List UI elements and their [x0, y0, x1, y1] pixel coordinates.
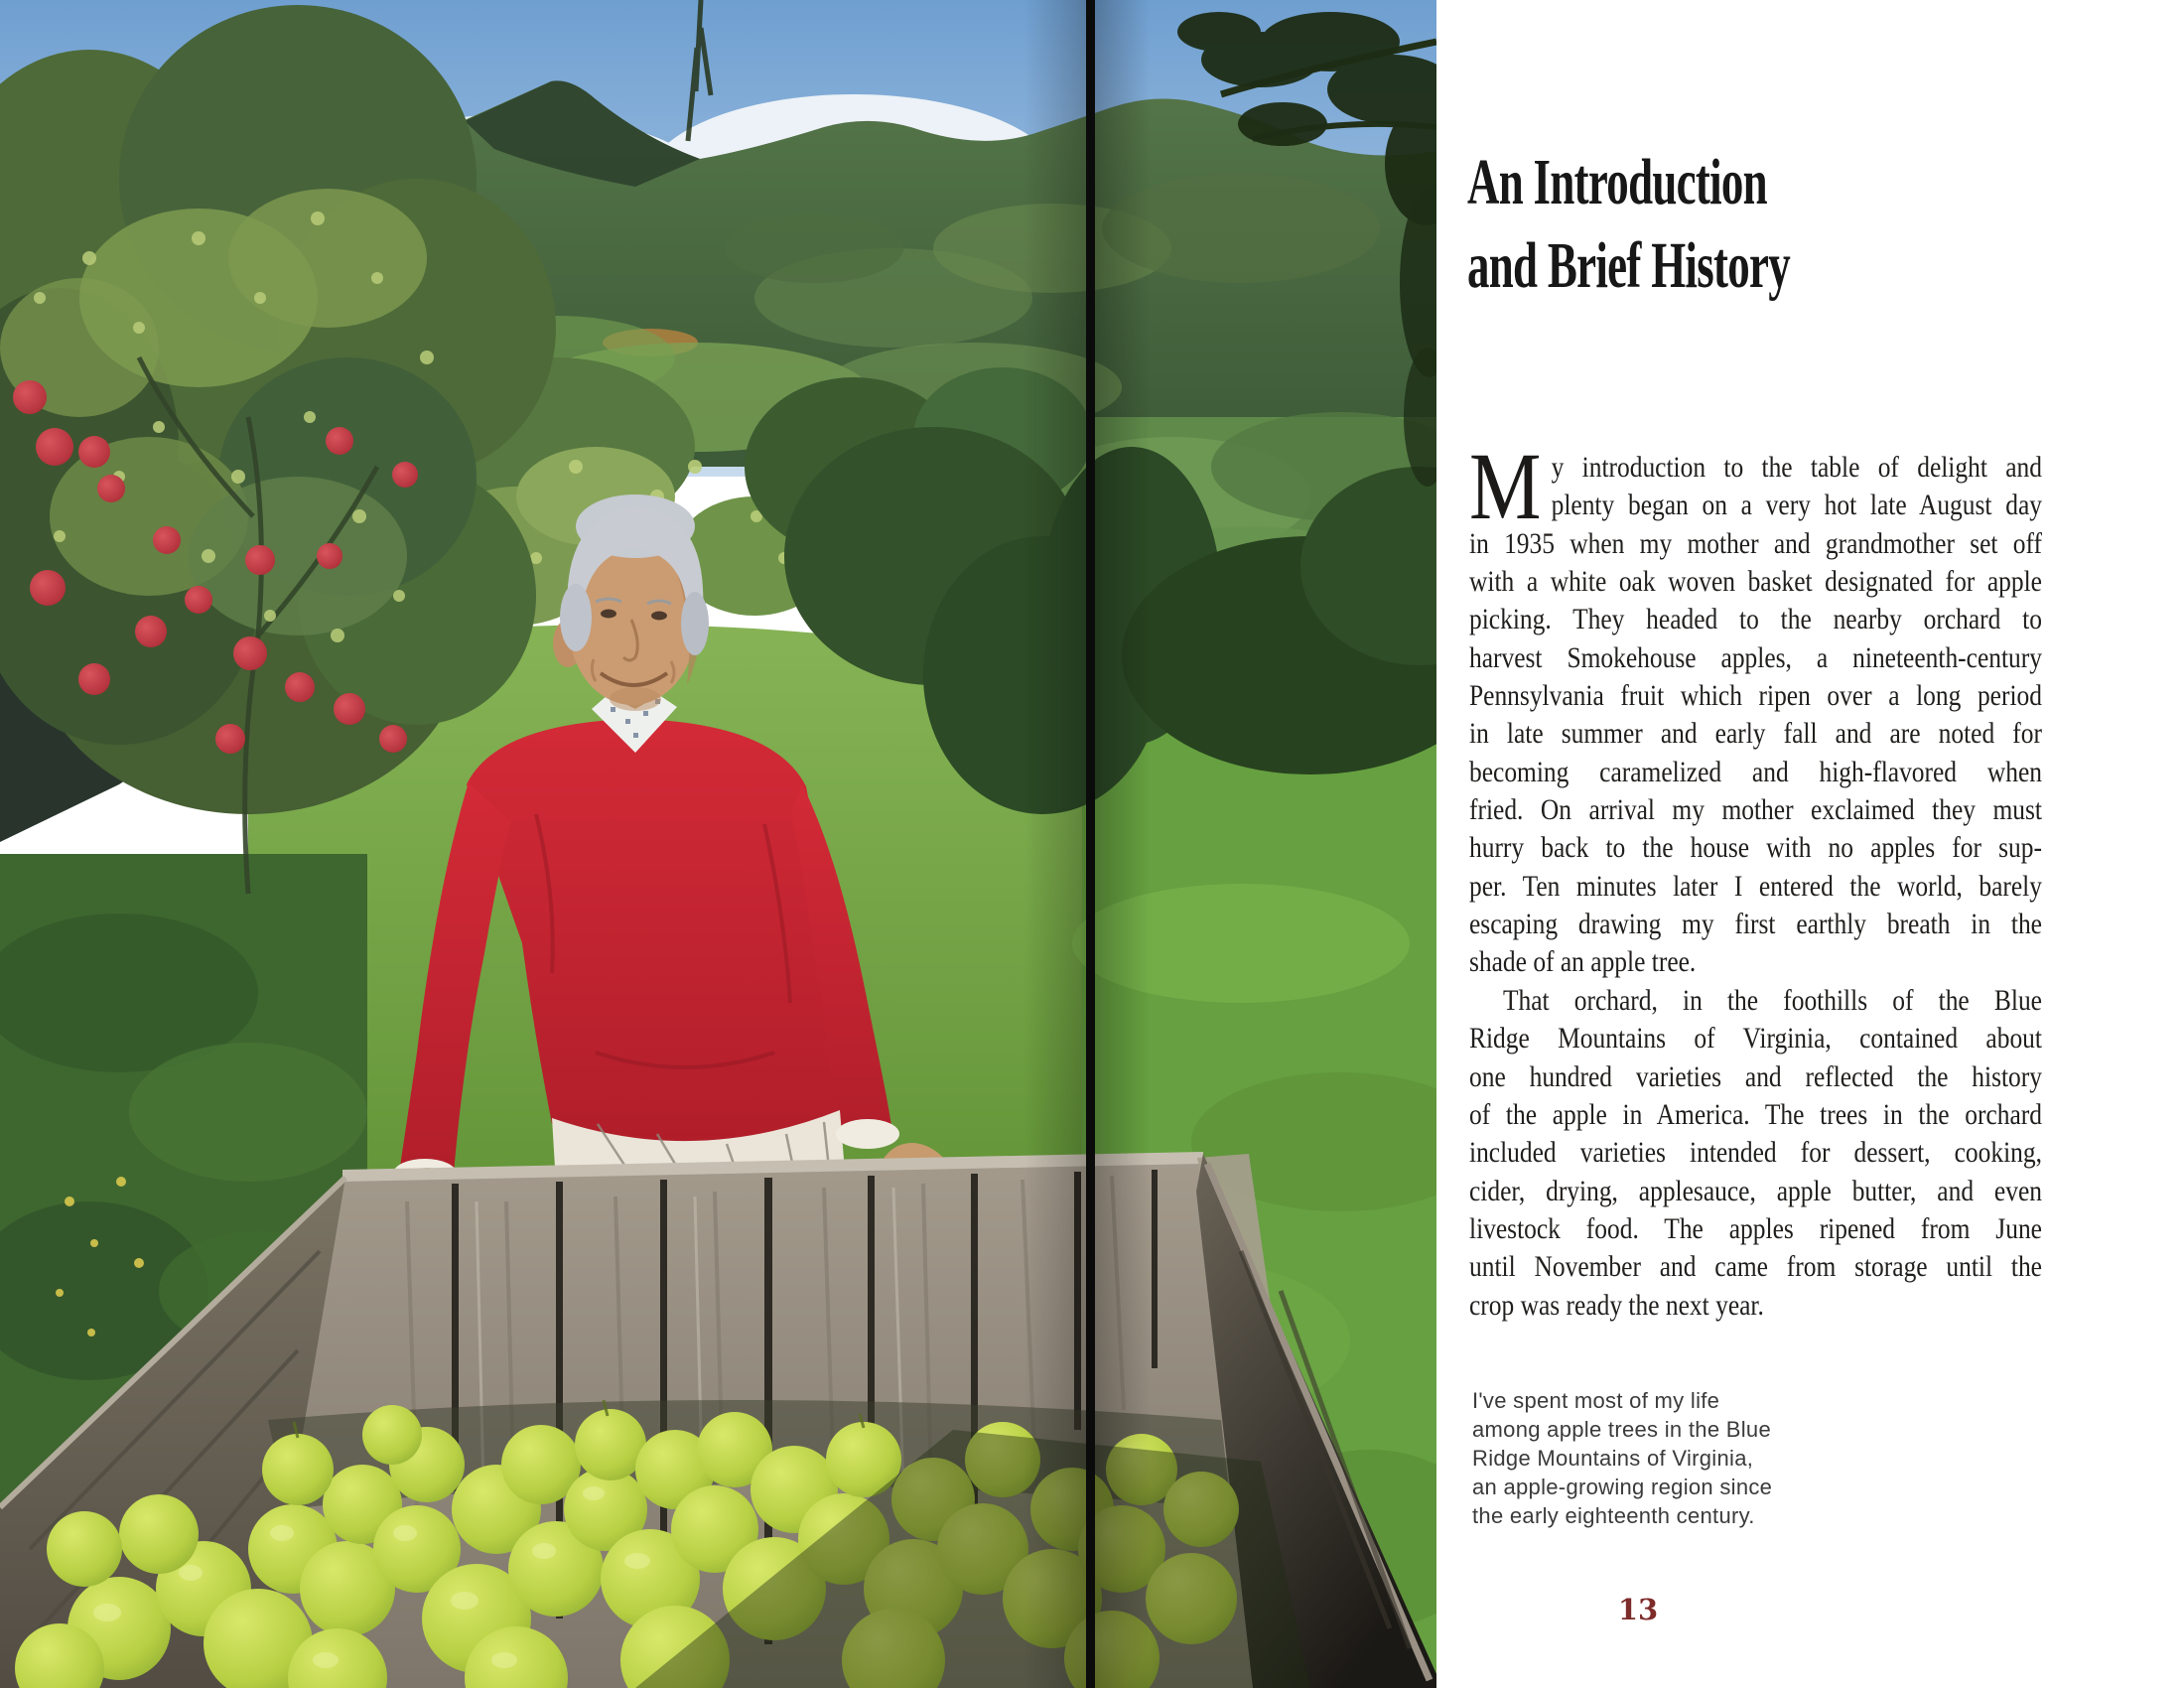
- body-text: [1469, 433, 2042, 1325]
- text-line: of the apple in America. The trees in the orchard: [1469, 1097, 2042, 1131]
- text-line: fried. On arrival my mother exclaimed they must: [1469, 793, 2042, 827]
- text-line: an apple-growing region since: [1472, 1475, 1773, 1499]
- text-line: hurry back to the house with no apples for sup-: [1469, 831, 2042, 865]
- text-line: in 1935 when my mother and grandmother set off: [1469, 526, 2042, 560]
- text-line: included varieties intended for dessert, cooking,: [1469, 1136, 2042, 1170]
- text-line: escaping drawing my first earthly breath in the: [1469, 908, 2042, 941]
- chapter-title-line1: An Introduction: [1467, 146, 1767, 218]
- text-line: y introduction to the table of delight and: [1551, 451, 2042, 484]
- photo-caption: [1472, 1386, 1772, 1530]
- text-line: Ridge Mountains of Virginia, contained about: [1469, 1022, 2042, 1055]
- text-line: That orchard, in the foothills of the Blue: [1502, 983, 2042, 1017]
- text-line: among apple trees in the Blue: [1472, 1417, 1772, 1442]
- text-line: plenty began on a very hot late August day: [1551, 489, 2042, 522]
- text-line: Pennsylvania fruit which ripen over a long period: [1469, 679, 2042, 713]
- text-line: I've spent most of my life: [1472, 1388, 1720, 1413]
- chapter-title: [1467, 141, 1790, 308]
- shirt-cuff: [836, 1119, 899, 1149]
- text-line: Ridge Mountains of Virginia,: [1472, 1446, 1754, 1471]
- page-number: 13: [1617, 1593, 1659, 1626]
- text-line: cider, drying, applesauce, apple butter, and even: [1469, 1174, 2042, 1207]
- text-line: harvest Smokehouse apples, a nineteenth-century: [1469, 640, 2042, 674]
- text-line: the early eighteenth century.: [1472, 1503, 1755, 1528]
- text-line: per. Ten minutes later I entered the world, barely: [1469, 869, 2042, 903]
- paragraph-2: [1469, 982, 2042, 1325]
- text-line: in late summer and early fall and are noted for: [1469, 717, 2042, 751]
- paragraph-1: [1469, 433, 2042, 982]
- text-line: until November and came from storage until the: [1469, 1250, 2042, 1284]
- chapter-title-line2: and Brief History: [1467, 229, 1791, 302]
- drop-cap: M: [1469, 433, 1542, 539]
- text-line: shade of an apple tree.: [1469, 945, 1697, 979]
- text-line: becoming caramelized and high-flavored when: [1469, 755, 2042, 788]
- text-line: picking. They headed to the nearby orchard to: [1469, 603, 2042, 636]
- text-line: livestock food. The apples ripened from June: [1469, 1211, 2042, 1245]
- text-line: crop was ready the next year.: [1469, 1288, 1764, 1322]
- text-line: with a white oak woven basket designated for apple: [1469, 565, 2042, 599]
- text-line: one hundred varieties and reflected the history: [1469, 1059, 2042, 1093]
- page-gutter-line: [1086, 0, 1095, 1688]
